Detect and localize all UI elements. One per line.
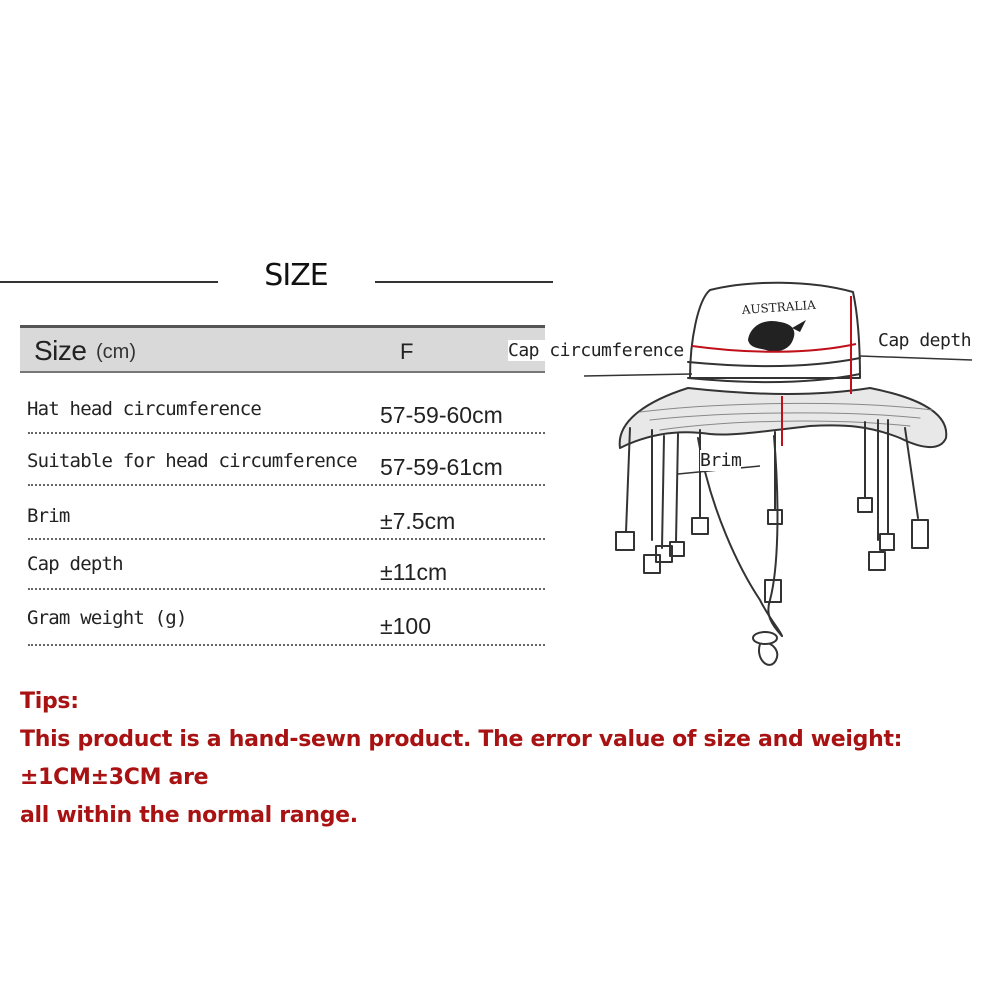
tips-block: [20, 683, 990, 835]
row-value: ±7.5cm: [380, 508, 456, 534]
dotted-divider: [28, 588, 545, 590]
brim-label: Brim: [700, 450, 742, 471]
cork: [692, 518, 708, 534]
cork: [644, 555, 660, 573]
table-row: [20, 596, 545, 646]
strap-toggle: [753, 632, 777, 644]
dotted-divider: [28, 484, 545, 486]
cap-depth-label: Cap depth: [878, 330, 972, 351]
dotted-divider: [28, 644, 545, 646]
size-table-header: [20, 325, 545, 373]
table-row: [20, 490, 545, 540]
cap-circumference-label: Cap circumference: [508, 340, 684, 361]
dotted-divider: [28, 432, 545, 434]
row-value: 57-59-60cm: [380, 402, 503, 428]
cork: [858, 498, 872, 512]
row-value: ±11cm: [380, 559, 448, 585]
tips-heading: Tips:: [20, 689, 79, 714]
cork: [616, 532, 634, 550]
cork: [869, 552, 885, 570]
header-size-f: F: [400, 339, 414, 364]
row-value: 57-59-61cm: [380, 454, 503, 480]
table-row: [20, 384, 545, 434]
row-label: Hat head circumference: [27, 398, 262, 420]
row-label: Suitable for head circumference: [27, 450, 357, 472]
row-value: ±100: [380, 613, 431, 639]
cork: [880, 534, 894, 550]
table-row: [20, 540, 545, 590]
row-label: Cap depth: [27, 553, 123, 575]
tips-line-2: all within the normal range.: [20, 803, 358, 828]
hat-logo-text: AUSTRALIA: [741, 297, 817, 317]
row-label: Gram weight (g): [27, 607, 187, 629]
tips-line-1: This product is a hand-sewn product. The error value of size and weight: ±1CM±3CM are: [20, 727, 903, 790]
page-title: SIZE: [264, 258, 328, 293]
row-label: Brim: [27, 505, 70, 527]
cork: [912, 520, 928, 548]
title-rule-right: [375, 281, 553, 283]
header-size-label: Size: [34, 335, 87, 366]
title-rule-left: [0, 281, 218, 283]
header-unit-label: (cm): [96, 341, 136, 363]
table-row: [20, 436, 545, 486]
cork: [768, 510, 782, 524]
